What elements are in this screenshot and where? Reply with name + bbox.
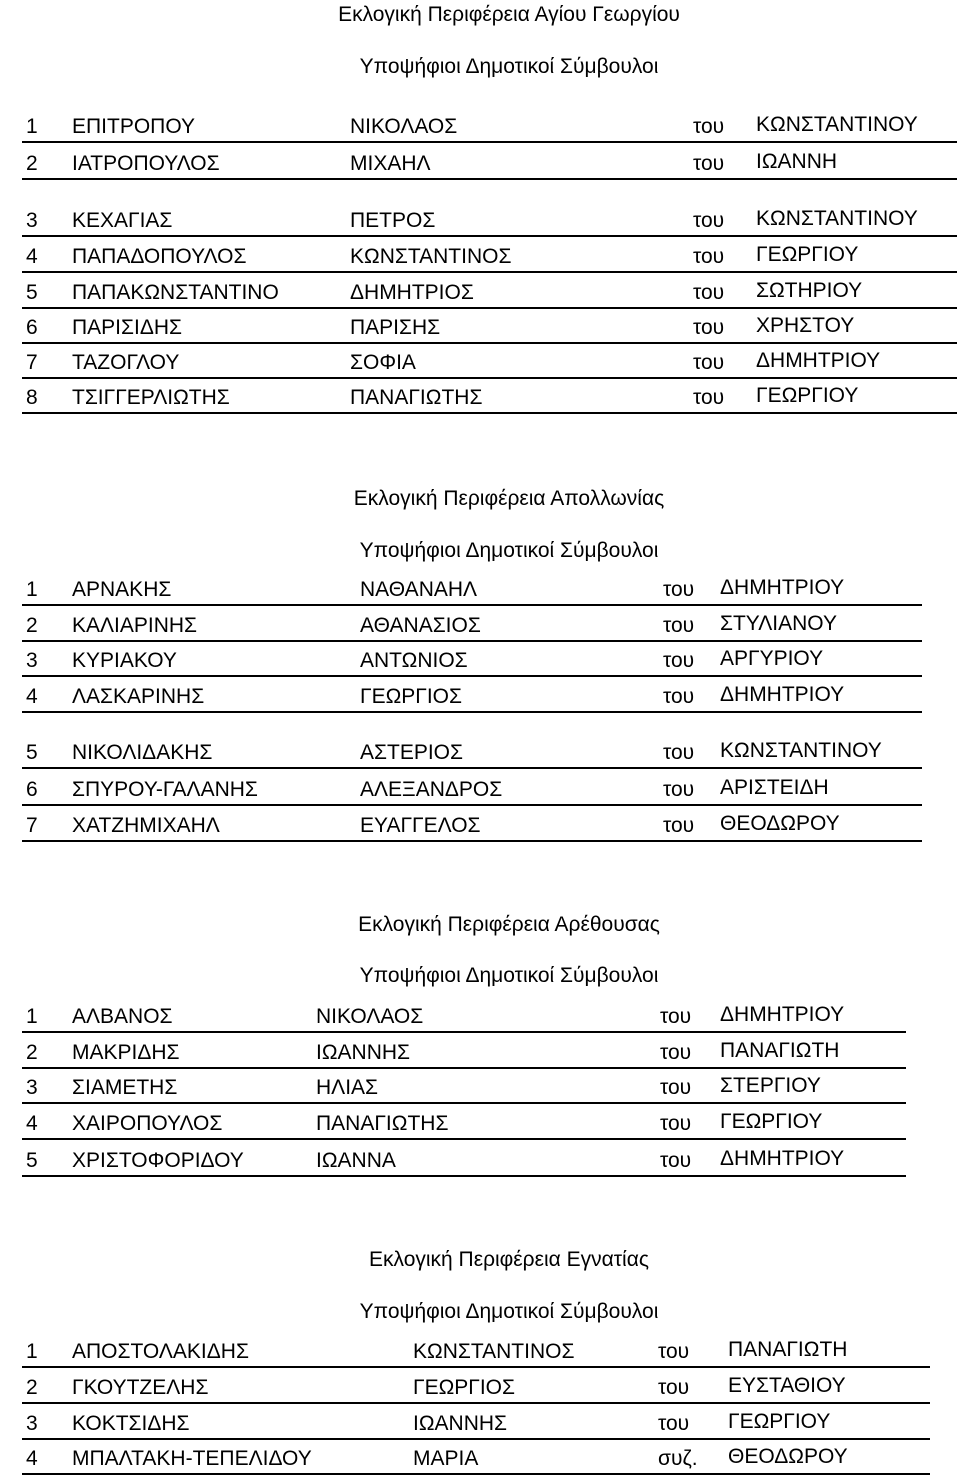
candidate-number: 3 (26, 1076, 38, 1099)
candidate-number: 7 (26, 814, 38, 837)
father-name: ΠΑΝΑΓΙΩΤΗ (728, 1338, 848, 1361)
relation-label: του (663, 741, 695, 764)
table-row (22, 805, 922, 842)
father-name: ΣΤΕΡΓΙΟΥ (720, 1074, 821, 1097)
candidate-surname: ΣΠΥΡΟΥ-ΓΑΛΑΝΗΣ (72, 778, 258, 801)
relation-label: του (663, 649, 695, 672)
father-name: ΣΤΥΛΙΑΝΟΥ (720, 612, 837, 635)
table-row (22, 1067, 906, 1104)
candidate-surname: ΚΕΧΑΓΙΑΣ (72, 209, 173, 232)
region-subtitle: Υποψήφιοι Δημοτικοί Σύμβουλοι (359, 539, 659, 562)
relation-label: του (663, 814, 695, 837)
candidate-surname: ΚΑΛΙΑΡΙΝΗΣ (72, 614, 198, 637)
relation-label: του (693, 245, 725, 268)
candidate-first-name: ΙΩΑΝΝΗΣ (413, 1412, 508, 1435)
candidate-surname: ΚΟΚΤΣΙΔΗΣ (72, 1412, 190, 1435)
father-name: ΓΕΩΡΓΙΟΥ (756, 243, 859, 266)
father-name: ΙΩΑΝΝΗ (756, 150, 838, 173)
candidate-first-name: ΗΛΙΑΣ (316, 1076, 379, 1099)
candidate-first-name: ΜΑΡΙΑ (413, 1447, 479, 1470)
candidate-surname: ΑΡΝΑΚΗΣ (72, 578, 172, 601)
candidate-surname: ΣΙΑΜΕΤΗΣ (72, 1076, 178, 1099)
candidate-surname: ΧΑΤΖΗΜΙΧΑΗΛ (72, 814, 220, 837)
father-name: ΠΑΝΑΓΙΩΤΗ (720, 1039, 840, 1062)
father-name: ΔΗΜΗΤΡΙΟΥ (720, 1147, 845, 1170)
father-name: ΚΩΝΣΤΑΝΤΙΝΟΥ (720, 739, 882, 762)
candidate-first-name: ΝΙΚΟΛΑΟΣ (316, 1005, 424, 1028)
candidate-number: 2 (26, 614, 38, 637)
table-row (22, 307, 957, 344)
relation-label: του (693, 316, 725, 339)
region-subtitle: Υποψήφιοι Δημοτικοί Σύμβουλοι (359, 1300, 659, 1323)
relation-label: του (693, 386, 725, 409)
father-name: ΕΥΣΤΑΘΙΟΥ (728, 1374, 846, 1397)
relation-label: του (693, 115, 725, 138)
table-row (22, 569, 922, 606)
candidate-number: 1 (26, 1005, 38, 1028)
table-row (22, 712, 922, 769)
table-row (22, 996, 906, 1033)
table-row (22, 1331, 930, 1368)
candidate-first-name: ΜΙΧΑΗΛ (350, 152, 431, 175)
candidate-number: 7 (26, 351, 38, 374)
candidate-number: 4 (26, 1447, 38, 1470)
father-name: ΚΩΝΣΤΑΝΤΙΝΟΥ (756, 113, 918, 136)
relation-label: του (663, 685, 695, 708)
candidate-surname: ΧΡΙΣΤΟΦΟΡΙΔΟΥ (72, 1149, 244, 1172)
father-name: ΣΩΤΗΡΙΟΥ (756, 279, 863, 302)
relation-label: του (663, 578, 695, 601)
candidate-surname: ΕΠΙΤΡΟΠΟΥ (72, 115, 196, 138)
table-row (22, 1438, 930, 1475)
candidate-number: 4 (26, 1112, 38, 1135)
table-row (22, 676, 922, 713)
candidate-first-name: ΣΟΦΙΑ (350, 351, 416, 374)
relation-label: του (660, 1112, 692, 1135)
table-row (22, 1367, 930, 1404)
candidate-number: 5 (26, 1149, 38, 1172)
candidate-number: 3 (26, 1412, 38, 1435)
candidate-first-name: ΠΑΝΑΓΙΩΤΗΣ (316, 1112, 449, 1135)
father-name: ΚΩΝΣΤΑΝΤΙΝΟΥ (756, 207, 918, 230)
relation-label: του (660, 1005, 692, 1028)
candidate-first-name: ΚΩΝΣΤΑΝΤΙΝΟΣ (350, 245, 512, 268)
candidate-surname: ΙΑΤΡΟΠΟΥΛΟΣ (72, 152, 220, 175)
relation-label: του (660, 1149, 692, 1172)
candidate-first-name: ΠΑΝΑΓΙΩΤΗΣ (350, 386, 483, 409)
relation-label: του (663, 778, 695, 801)
table-row (22, 1032, 906, 1069)
candidate-surname: ΠΑΡΙΣΙΔΗΣ (72, 316, 183, 339)
candidate-number: 4 (26, 245, 38, 268)
region-title: Εκλογική Περιφέρεια Αρέθουσας (358, 913, 660, 936)
father-name: ΘΕΟΔΩΡΟΥ (720, 812, 840, 835)
father-name: ΑΡΙΣΤΕΙΔΗ (720, 776, 829, 799)
table-row (22, 769, 922, 806)
candidate-surname: ΠΑΠΑΔΟΠΟΥΛΟΣ (72, 245, 247, 268)
table-row (22, 1103, 906, 1140)
candidate-number: 3 (26, 209, 38, 232)
candidate-first-name: ΓΕΩΡΓΙΟΣ (413, 1376, 515, 1399)
candidate-surname: ΛΑΣΚΑΡΙΝΗΣ (72, 685, 205, 708)
father-name: ΔΗΜΗΤΡΙΟΥ (720, 683, 845, 706)
father-name: ΔΗΜΗΤΡΙΟΥ (720, 576, 845, 599)
candidate-surname: ΤΑΖΟΓΛΟΥ (72, 351, 180, 374)
relation-label: του (693, 152, 725, 175)
candidate-first-name: ΠΕΤΡΟΣ (350, 209, 436, 232)
candidate-number: 5 (26, 281, 38, 304)
candidate-first-name: ΑΣΤΕΡΙΟΣ (360, 741, 463, 764)
father-name: ΓΕΩΡΓΙΟΥ (756, 384, 859, 407)
table-row (22, 180, 957, 237)
table-row (22, 1403, 930, 1440)
relation-label: του (658, 1376, 690, 1399)
candidate-first-name: ΚΩΝΣΤΑΝΤΙΝΟΣ (413, 1340, 575, 1363)
relation-label: του (693, 281, 725, 304)
candidate-surname: ΧΑΙΡΟΠΟΥΛΟΣ (72, 1112, 223, 1135)
candidate-first-name: ΠΑΡΙΣΗΣ (350, 316, 441, 339)
relation-label: του (660, 1076, 692, 1099)
relation-label: του (693, 351, 725, 374)
table-row (22, 640, 922, 677)
candidate-number: 5 (26, 741, 38, 764)
candidate-first-name: ΝΙΚΟΛΑΟΣ (350, 115, 458, 138)
table-row (22, 605, 922, 642)
candidate-first-name: ΓΕΩΡΓΙΟΣ (360, 685, 462, 708)
candidate-surname: ΚΥΡΙΑΚΟΥ (72, 649, 177, 672)
candidate-number: 2 (26, 1041, 38, 1064)
candidate-number: 3 (26, 649, 38, 672)
relation-label: του (693, 209, 725, 232)
father-name: ΔΗΜΗΤΡΙΟΥ (756, 349, 881, 372)
candidate-surname: ΤΣΙΓΓΕΡΛΙΩΤΗΣ (72, 386, 230, 409)
candidate-first-name: ΔΗΜΗΤΡΙΟΣ (350, 281, 474, 304)
candidate-number: 6 (26, 316, 38, 339)
father-name: ΧΡΗΣΤΟΥ (756, 314, 855, 337)
candidate-first-name: ΑΝΤΩΝΙΟΣ (360, 649, 468, 672)
table-row (22, 272, 957, 309)
candidate-number: 1 (26, 578, 38, 601)
father-name: ΑΡΓΥΡΙΟΥ (720, 647, 824, 670)
candidate-first-name: ΙΩΑΝΝΑ (316, 1149, 396, 1172)
table-row (22, 143, 957, 180)
region-subtitle: Υποψήφιοι Δημοτικοί Σύμβουλοι (359, 55, 659, 78)
father-name: ΔΗΜΗΤΡΙΟΥ (720, 1003, 845, 1026)
region-title: Εκλογική Περιφέρεια Απολλωνίας (353, 487, 665, 510)
region-title: Εκλογική Περιφέρεια Εγνατίας (369, 1248, 649, 1271)
candidate-surname: ΜΠΑΛΤΑΚΗ-ΤΕΠΕΛΙΔΟΥ (72, 1447, 312, 1470)
table-row (22, 86, 957, 143)
region-subtitle: Υποψήφιοι Δημοτικοί Σύμβουλοι (359, 964, 659, 987)
table-row (22, 377, 957, 414)
relation-label: συζ. (658, 1447, 698, 1470)
candidate-first-name: ΑΛΕΞΑΝΔΡΟΣ (360, 778, 503, 801)
candidate-surname: ΜΑΚΡΙΔΗΣ (72, 1041, 180, 1064)
candidate-first-name: ΑΘΑΝΑΣΙΟΣ (360, 614, 481, 637)
candidate-number: 1 (26, 115, 38, 138)
candidate-number: 2 (26, 1376, 38, 1399)
table-row (22, 342, 957, 379)
candidate-surname: ΑΠΟΣΤΟΛΑΚΙΔΗΣ (72, 1340, 249, 1363)
candidate-surname: ΝΙΚΟΛΙΔΑΚΗΣ (72, 741, 213, 764)
candidate-first-name: ΝΑΘΑΝΑΗΛ (360, 578, 478, 601)
father-name: ΓΕΩΡΓΙΟΥ (720, 1110, 823, 1133)
table-row (22, 1140, 906, 1177)
candidate-surname: ΓΚΟΥΤΖΕΛΗΣ (72, 1376, 209, 1399)
relation-label: του (660, 1041, 692, 1064)
candidate-number: 1 (26, 1340, 38, 1363)
relation-label: του (663, 614, 695, 637)
father-name: ΓΕΩΡΓΙΟΥ (728, 1410, 831, 1433)
region-title: Εκλογική Περιφέρεια Αγίου Γεωργίου (338, 3, 680, 26)
relation-label: του (658, 1340, 690, 1363)
candidate-number: 4 (26, 685, 38, 708)
candidate-first-name: ΕΥΑΓΓΕΛΟΣ (360, 814, 481, 837)
candidate-first-name: ΙΩΑΝΝΗΣ (316, 1041, 411, 1064)
candidate-number: 2 (26, 152, 38, 175)
father-name: ΘΕΟΔΩΡΟΥ (728, 1445, 848, 1468)
candidate-number: 6 (26, 778, 38, 801)
candidate-surname: ΑΛΒΑΝΟΣ (72, 1005, 173, 1028)
relation-label: του (658, 1412, 690, 1435)
table-row (22, 236, 957, 273)
candidate-surname: ΠΑΠΑΚΩΝΣΤΑΝΤΙΝΟ (72, 281, 279, 304)
candidate-number: 8 (26, 386, 38, 409)
